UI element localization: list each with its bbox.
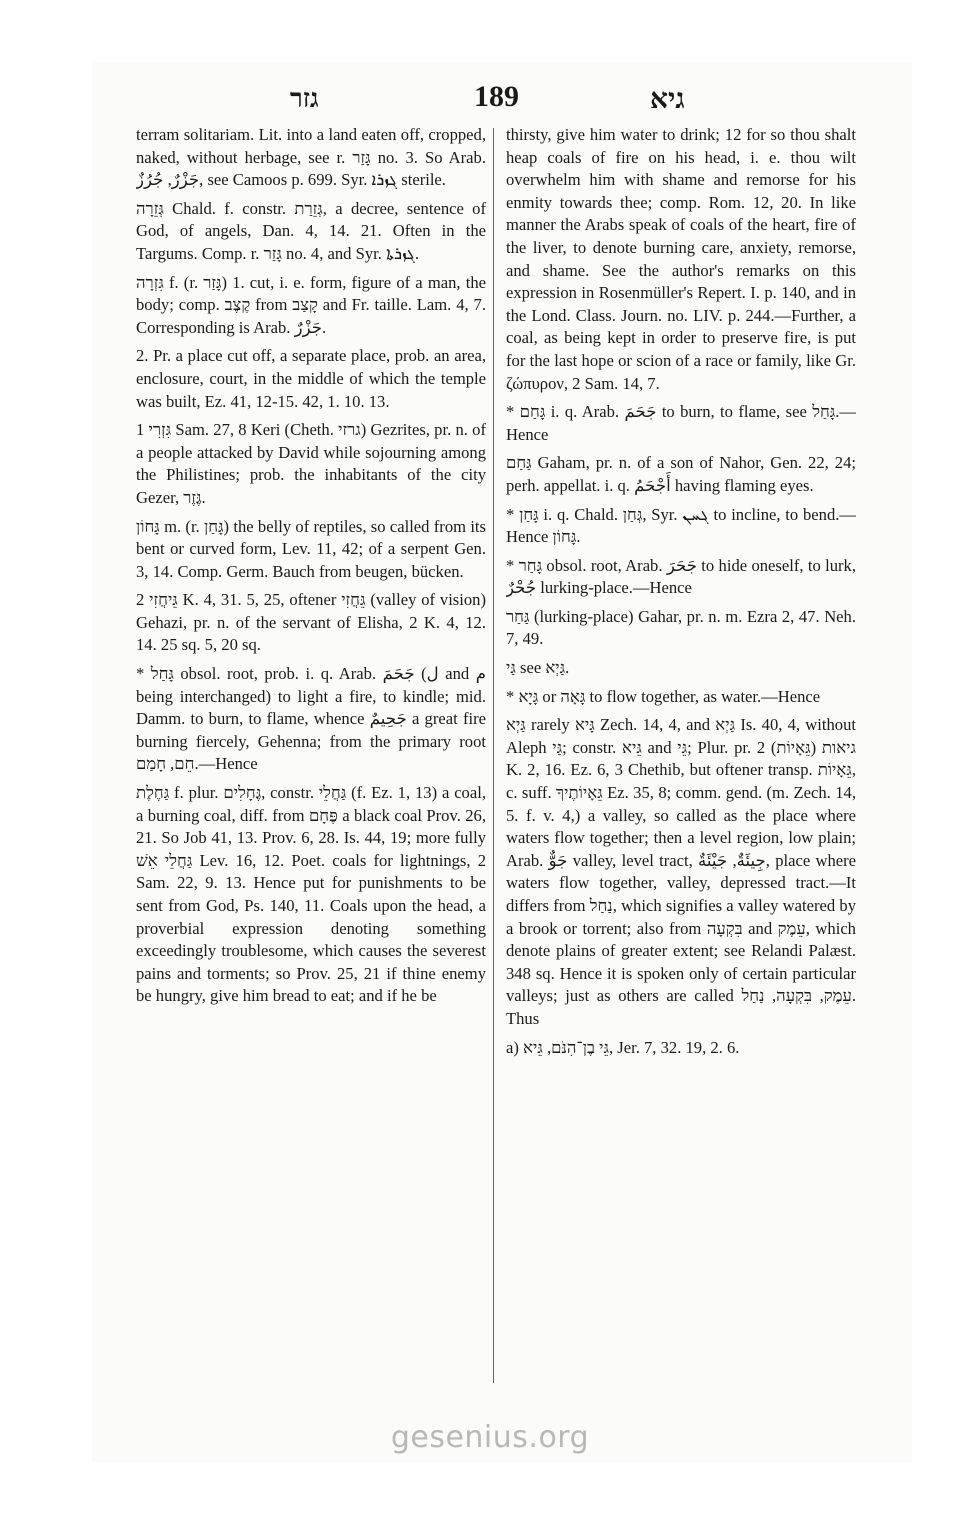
left-column <box>136 124 486 1389</box>
entry-paragraph: גַּחֶלֶת f. plur. גֶּחָלִים, constr. גַּחֲלֵי (f. Ez. 1, 13) a coal, a burning coal, diff. from פֶּחָם a black coal Prov. 26, 21. So Job 41, 13. Prov. 6, 28. Is. 44, 19; more fully גַּחֲלֵי אֵשׁ Lev. 16, 12. Poet. coals for lightnings, 2 Sam. 22, 9. 13. Hence put for punishments to be sent from God, Ps. 140, 11. Coals upon the head, a proverbial expression denoting something exceedingly troublesome, which causes the severest pains and torments; so Prov. 25, 21 if thine enemy be hungry, give him bread to eat; and if he be <box>136 783 486 1006</box>
entry-paragraph: גַּחַם Gaham, pr. n. of a son of Nahor, Gen. 22, 24; perh. appellat. i. q. أَجْحَمُ having flaming eyes. <box>506 453 856 495</box>
entry-paragraph: * גָּיָא or גָּאָה to flow together, as water.—Hence <box>506 686 821 706</box>
entry-paragraph: thirsty, give him water to drink; 12 for so thou shalt heap coals of fire on his head, i. e. thou wilt overwhelm him with shame and remorse for his enmity towards thee; comp. Rom. 12, 20. In like manner the Arabs speak of coals of the heart, fire of the liver, to denote burning care, anxiety, remorse, and shame. See the author's remarks on this expression in Rosenmüller's Repert. I. p. 140, and in the Lond. Class. Journ. no. LIV. p. 244.—Further, a coal, as being kept in order to preserve fire, is put for the last hope or scion of a race or family, like Gr. ζώπυρον, 2 Sam. 14, 7. <box>506 125 856 393</box>
entry-paragraph: גַּחַר (lurking-place) Gahar, pr. n. m. Ezra 2, 47. Neh. 7, 49. <box>506 606 856 649</box>
entry-paragraph: גַּיְא rarely גָּיא Zech. 14, 4, and גַּיְא Is. 40, 4, without Aleph גַּי; constr. גֵּיא and גֵּי; Plur. pr. גיאות (גֵּאָיוֹת) 2 K. 2, 16. Ez. 6, 3 Chethib, but oftener transp. גֵּאָיוֹת, c. suff. גֵּאָיוֹתֶיךָ Ez. 35, 8; comm. gend. (m. Zech. 14, 5. f. v. 4,) a valley, so called as the place where waters flow together; then a level region, low plain; Arab. جَوٌّ valley, level tract, جِيئَةٌ, جَيْئَةٌ, place where waters flow together, valley, depressed tract.—It differs from נַחַל, which signifies a valley watered by a brook or torrent; also from בִּקְעָה and עֵמֶק, which denote plains of greater extent; see Relandi Palæst. 348 sq. Hence it is spoken only of certain particular valleys; just as others are called עֵמֶק, בִּקְעָה, נַחַל. Thus <box>506 715 856 1028</box>
entry-paragraph: גָּחוֹן m. (r. גָּחַן) the belly of reptiles, so called from its bent or curved form, Lev. 11, 42; of a serpent Gen. 3, 14. Comp. Germ. Bauch from beugen, bücken. <box>136 516 486 581</box>
entry-paragraph: גְּזֵרָה Chald. f. constr. גְּזֵרַת, a decree, sentence of God, of angels, Dan. 4, 14. 21. Often in the Targums. Comp. r. גָּזַר no. 4, and Syr. ܓܙܪܬܐ. <box>136 198 486 263</box>
entry-paragraph: a) גֵּי בֶן־הִנֹּם, גֵּיא, Jer. 7, 32. 19, 2. 6. <box>506 1037 740 1057</box>
header-right-word: גיא <box>650 84 685 115</box>
entry-paragraph: * גָּחַר obsol. root, Arab. جَحَرَ to hide oneself, to lurk, جُحْرٌ lurking-place.—Hence <box>506 555 856 598</box>
entry-paragraph: גִּזְרָה f. (r. גָּזַר) 1. cut, i. e. form, figure of a man, the body; comp. קֶצֶב from קָצַב and Fr. taille. Lam. 4, 7. Corresponding is Arab. جَزْرٌ. <box>136 272 486 337</box>
page-header <box>130 80 850 120</box>
site-watermark[interactable]: gesenius.org <box>390 1420 590 1455</box>
entry-paragraph: * גָּחַן i. q. Chald. גְּחַן, Syr. ܓܚܢ to incline, to bend.—Hence גָּחוֹן. <box>506 504 856 547</box>
right-column <box>506 124 856 1389</box>
entry-paragraph: גִּזְרִי 1 Sam. 27, 8 Keri (Cheth. גרזי) Gezrites, pr. n. of a people attacked by David while sojourning among the Philistines; prob. the inhabitants of the city Gezer, גֶּזֶר. <box>136 420 486 507</box>
entry-paragraph: גֵּיחֲזִי 2 K. 4, 31. 5, 25, oftener גֵּחֲזִי (valley of vision) Gehazi, pr. n. of the servant of Elisha, 2 K. 4, 12. 14. 25 sq. 5, 20 sq. <box>136 590 486 655</box>
page-number: 189 <box>474 80 519 113</box>
entry-paragraph: 2. Pr. a place cut off, a separate place, prob. an area, enclosure, court, in the middle of which the temple was built, Ez. 41, 12-15. 42, 1. 10. 13. <box>136 346 486 411</box>
entry-paragraph: terram solitariam. Lit. into a land eaten off, cropped, naked, without herbage, see r. גָּזַר no. 3. So Arab. جَزْرٌ, جُرُزٌ, see Camoos p. 699. Syr. ܓܙܪܐ sterile. <box>136 125 486 190</box>
header-left-word: גזר <box>290 84 319 113</box>
entry-paragraph: * גָּחַם i. q. Arab. جَحَمَ to burn, to flame, see גָּחַל.—Hence <box>506 402 856 444</box>
entry-paragraph: * גָּחַל obsol. root, prob. i. q. Arab. جَحَمَ (ل and م being interchanged) to light a fire, to kindle; mid. Damm. to burn, to flame, whence جَحِيمٌ a great fire burning fiercely, Gehenna; from the primary root חֵם, חָמַם.—Hence <box>136 664 486 774</box>
entry-paragraph: גַּי see גַּיְא. <box>506 658 570 678</box>
column-divider <box>493 128 494 1383</box>
